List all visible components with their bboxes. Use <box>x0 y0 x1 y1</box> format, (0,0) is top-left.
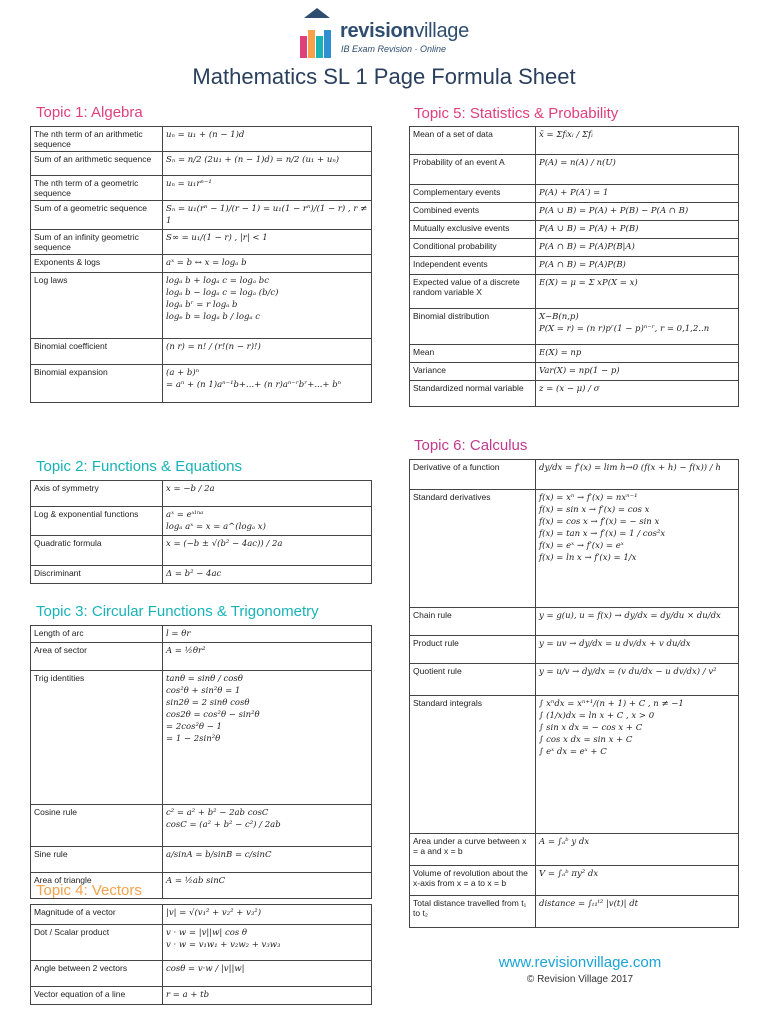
formula-expression: tanθ = sinθ / cosθ cos²θ + sin²θ = 1 sin2θ = 2 sinθ cosθ cos2θ = cos²θ − sin²θ = 2cos²θ − 1 = 1 − 2sin²θ <box>163 671 372 805</box>
formula-row <box>31 127 372 152</box>
topic-2-table <box>30 480 372 584</box>
formula-expression: P(A) + P(A′) = 1 <box>536 185 739 203</box>
formula-label: Independent events <box>410 257 536 275</box>
formula-label: Discriminant <box>31 566 163 584</box>
topic-1-title: Topic 1: Algebra <box>36 104 143 121</box>
topic-3-title: Topic 3: Circular Functions & Trigonometry <box>36 603 319 620</box>
topic-5-title: Topic 5: Statistics & Probability <box>414 105 619 122</box>
formula-row <box>31 481 372 507</box>
formula-label: Sine rule <box>31 847 163 873</box>
formula-row <box>31 201 372 230</box>
topic-6-table <box>409 459 739 928</box>
brand-tagline: IB Exam Revision · Online <box>341 44 447 54</box>
formula-label: Exponents & logs <box>31 255 163 273</box>
formula-expression: (a + b)ⁿ = aⁿ + (n 1)aⁿ⁻¹b+...+ (n r)aⁿ⁻ʳbʳ+...+ bⁿ <box>163 365 372 403</box>
brand-logo <box>300 8 490 58</box>
formula-label: Area of triangle <box>31 873 163 899</box>
formula-row <box>31 847 372 873</box>
formula-row <box>31 905 372 925</box>
formula-expression: Sₙ = n/2 (2u₁ + (n − 1)d) = n/2 (u₁ + uₙ) <box>163 152 372 176</box>
formula-row <box>31 961 372 987</box>
formula-row <box>410 490 739 608</box>
formula-row <box>31 255 372 273</box>
formula-row <box>31 643 372 671</box>
formula-row <box>410 239 739 257</box>
copyright-notice: © Revision Village 2017 <box>526 974 634 985</box>
formula-expression: distance = ∫ₜ₁ᵗ² |v(t)| dt <box>536 896 739 928</box>
formula-row <box>31 365 372 403</box>
topic-1-table <box>30 126 372 403</box>
formula-expression: y = uv → dy/dx = u dv/dx + v du/dx <box>536 636 739 664</box>
topic-4-table <box>30 904 372 1005</box>
formula-expression: P(A ∪ B) = P(A) + P(B) − P(A ∩ B) <box>536 203 739 221</box>
formula-expression: v · w = |v||w| cos θ v · w = v₁w₁ + v₂w₂ + v₃w₃ <box>163 925 372 961</box>
formula-label: Total distance travelled from t₁ to t₂ <box>410 896 536 928</box>
formula-label: Area under a curve between x = a and x = b <box>410 834 536 866</box>
formula-label: Quotient rule <box>410 664 536 696</box>
formula-expression: E(X) = np <box>536 345 739 363</box>
formula-row <box>410 345 739 363</box>
formula-expression: aˣ = eˣˡⁿᵃ logₐ aˣ = x = a^(logₐ x) <box>163 507 372 536</box>
formula-expression: logₐ b + logₐ c = logₐ bc logₐ b − logₐ c = logₐ (b/c) logₐ bʳ = r logₐ b logₑ b = logₐ b / logₐ c <box>163 273 372 339</box>
formula-row <box>31 566 372 584</box>
formula-row <box>410 257 739 275</box>
formula-expression: E(X) = μ = Σ xP(X = x) <box>536 275 739 309</box>
formula-expression: (n r) = n! / (r!(n − r)!) <box>163 339 372 365</box>
formula-label: Binomial coefficient <box>31 339 163 365</box>
formula-label: Expected value of a discrete random variable X <box>410 275 536 309</box>
formula-label: Angle between 2 vectors <box>31 961 163 987</box>
formula-label: Mean of a set of data <box>410 127 536 155</box>
formula-expression: z = (x − μ) / σ <box>536 381 739 407</box>
formula-label: Length of arc <box>31 626 163 643</box>
formula-row <box>410 834 739 866</box>
formula-expression: c² = a² + b² − 2ab cosC cosC = (a² + b² − c²) / 2ab <box>163 805 372 847</box>
formula-label: The nth term of an arithmetic sequence <box>31 127 163 152</box>
formula-row <box>410 696 739 834</box>
formula-label: Vector equation of a line <box>31 987 163 1005</box>
formula-row <box>410 664 739 696</box>
formula-label: Combined events <box>410 203 536 221</box>
formula-expression: Var(X) = np(1 − p) <box>536 363 739 381</box>
formula-expression: uₙ = u₁rⁿ⁻¹ <box>163 176 372 201</box>
topic-6-title: Topic 6: Calculus <box>414 437 528 454</box>
formula-row <box>410 363 739 381</box>
formula-label: Mean <box>410 345 536 363</box>
formula-label: Sum of an infinity geometric sequence <box>31 230 163 255</box>
formula-label: Complementary events <box>410 185 536 203</box>
formula-label: Product rule <box>410 636 536 664</box>
logo-bars-icon <box>300 18 334 58</box>
formula-expression: uₙ = u₁ + (n − 1)d <box>163 127 372 152</box>
formula-expression: cosθ = v·w / |v||w| <box>163 961 372 987</box>
formula-label: Volume of revolution about the x-axis from x = a to x = b <box>410 866 536 896</box>
formula-expression: y = u/v → dy/dx = (v du/dx − u dv/dx) / v² <box>536 664 739 696</box>
formula-expression: S∞ = u₁/(1 − r) , |r| < 1 <box>163 230 372 255</box>
formula-row <box>410 221 739 239</box>
formula-row <box>410 866 739 896</box>
formula-expression: l = θr <box>163 626 372 643</box>
formula-row <box>410 460 739 490</box>
formula-label: Standardized normal variable <box>410 381 536 407</box>
formula-expression: A = ½ab sinC <box>163 873 372 899</box>
topic-3-table <box>30 625 372 899</box>
logo-roof-icon <box>304 8 330 18</box>
formula-expression: dy/dx = f′(x) = lim h→0 (f(x + h) − f(x)) / h <box>536 460 739 490</box>
formula-row <box>31 507 372 536</box>
page-title: Mathematics SL 1 Page Formula Sheet <box>192 64 576 89</box>
formula-label: Dot / Scalar product <box>31 925 163 961</box>
formula-row <box>410 127 739 155</box>
formula-label: Conditional probability <box>410 239 536 257</box>
formula-row <box>31 925 372 961</box>
formula-row <box>31 805 372 847</box>
formula-expression: ∫ xⁿdx = xⁿ⁺¹/(n + 1) + C , n ≠ −1 ∫ (1/x)dx = ln x + C , x > 0 ∫ sin x dx = − cos x + C ∫ cos x dx = sin x + C ∫ eˣ dx = eˣ + C <box>536 696 739 834</box>
formula-row <box>31 339 372 365</box>
formula-expression: V = ∫ₐᵇ πy² dx <box>536 866 739 896</box>
formula-row <box>410 155 739 185</box>
formula-label: Trig identities <box>31 671 163 805</box>
formula-expression: x = (−b ± √(b² − 4ac)) / 2a <box>163 536 372 566</box>
brand-name: revisionvillage <box>340 20 469 42</box>
topic-4-title: Topic 4: Vectors <box>36 882 142 899</box>
formula-row <box>410 636 739 664</box>
formula-row <box>31 671 372 805</box>
formula-row <box>31 987 372 1005</box>
formula-expression: |v| = √(v₁² + v₂² + v₃²) <box>163 905 372 925</box>
formula-label: Variance <box>410 363 536 381</box>
formula-label: Quadratic formula <box>31 536 163 566</box>
formula-expression: X~B(n,p) P(X = r) = (n r)pʳ(1 − p)ⁿ⁻ʳ, r = 0,1,2..n <box>536 309 739 345</box>
formula-label: Magnitude of a vector <box>31 905 163 925</box>
formula-row <box>31 536 372 566</box>
formula-row <box>410 381 739 407</box>
formula-row <box>410 203 739 221</box>
formula-row <box>31 273 372 339</box>
topic-5-table <box>409 126 739 407</box>
formula-row <box>410 185 739 203</box>
formula-expression: Δ = b² − 4ac <box>163 566 372 584</box>
formula-expression: P(A ∪ B) = P(A) + P(B) <box>536 221 739 239</box>
formula-row <box>31 152 372 176</box>
formula-row <box>410 608 739 636</box>
formula-label: Sum of an arithmetic sequence <box>31 152 163 176</box>
formula-label: Derivative of a function <box>410 460 536 490</box>
formula-row <box>410 275 739 309</box>
formula-expression: Sₙ = u₁(rⁿ − 1)/(r − 1) = u₁(1 − rⁿ)/(1 − r) , r ≠ 1 <box>163 201 372 230</box>
formula-expression: P(A ∩ B) = P(A)P(B|A) <box>536 239 739 257</box>
formula-row <box>31 230 372 255</box>
formula-label: Log & exponential functions <box>31 507 163 536</box>
topic-2-title: Topic 2: Functions & Equations <box>36 458 242 475</box>
formula-row <box>31 626 372 643</box>
website-link[interactable]: www.revisionvillage.com <box>498 954 662 971</box>
formula-label: Standard derivatives <box>410 490 536 608</box>
formula-label: Binomial distribution <box>410 309 536 345</box>
formula-row <box>31 176 372 201</box>
formula-expression: aˣ = b ↔ x = logₐ b <box>163 255 372 273</box>
formula-expression: P(A ∩ B) = P(A)P(B) <box>536 257 739 275</box>
formula-row <box>410 309 739 345</box>
formula-label: Binomial expansion <box>31 365 163 403</box>
formula-label: Mutually exclusive events <box>410 221 536 239</box>
formula-expression: r = a + tb <box>163 987 372 1005</box>
formula-expression: f(x) = xⁿ → f′(x) = nxⁿ⁻¹ f(x) = sin x → f′(x) = cos x f(x) = cos x → f′(x) = − sin x f(x) = tan x → f′(x) = 1 / cos²x f(x) = eˣ → f′(x) = eˣ f(x) = ln x → f′(x) = 1/x <box>536 490 739 608</box>
formula-expression: y = g(u), u = f(x) → dy/dx = dy/du × du/dx <box>536 608 739 636</box>
formula-expression: x = −b / 2a <box>163 481 372 507</box>
formula-label: Axis of symmetry <box>31 481 163 507</box>
formula-row <box>410 896 739 928</box>
formula-label: Area of sector <box>31 643 163 671</box>
formula-expression: P(A) = n(A) / n(U) <box>536 155 739 185</box>
formula-expression: A = ∫ₐᵇ y dx <box>536 834 739 866</box>
formula-label: Log laws <box>31 273 163 339</box>
formula-expression: x̄ = Σfᵢxᵢ / Σfᵢ <box>536 127 739 155</box>
formula-label: Standard integrals <box>410 696 536 834</box>
formula-label: Cosine rule <box>31 805 163 847</box>
formula-expression: a/sinA = b/sinB = c/sinC <box>163 847 372 873</box>
formula-label: Probability of an event A <box>410 155 536 185</box>
formula-expression: A = ½θr² <box>163 643 372 671</box>
formula-label: The nth term of a geometric sequence <box>31 176 163 201</box>
formula-label: Sum of a geometric sequence <box>31 201 163 230</box>
formula-label: Chain rule <box>410 608 536 636</box>
